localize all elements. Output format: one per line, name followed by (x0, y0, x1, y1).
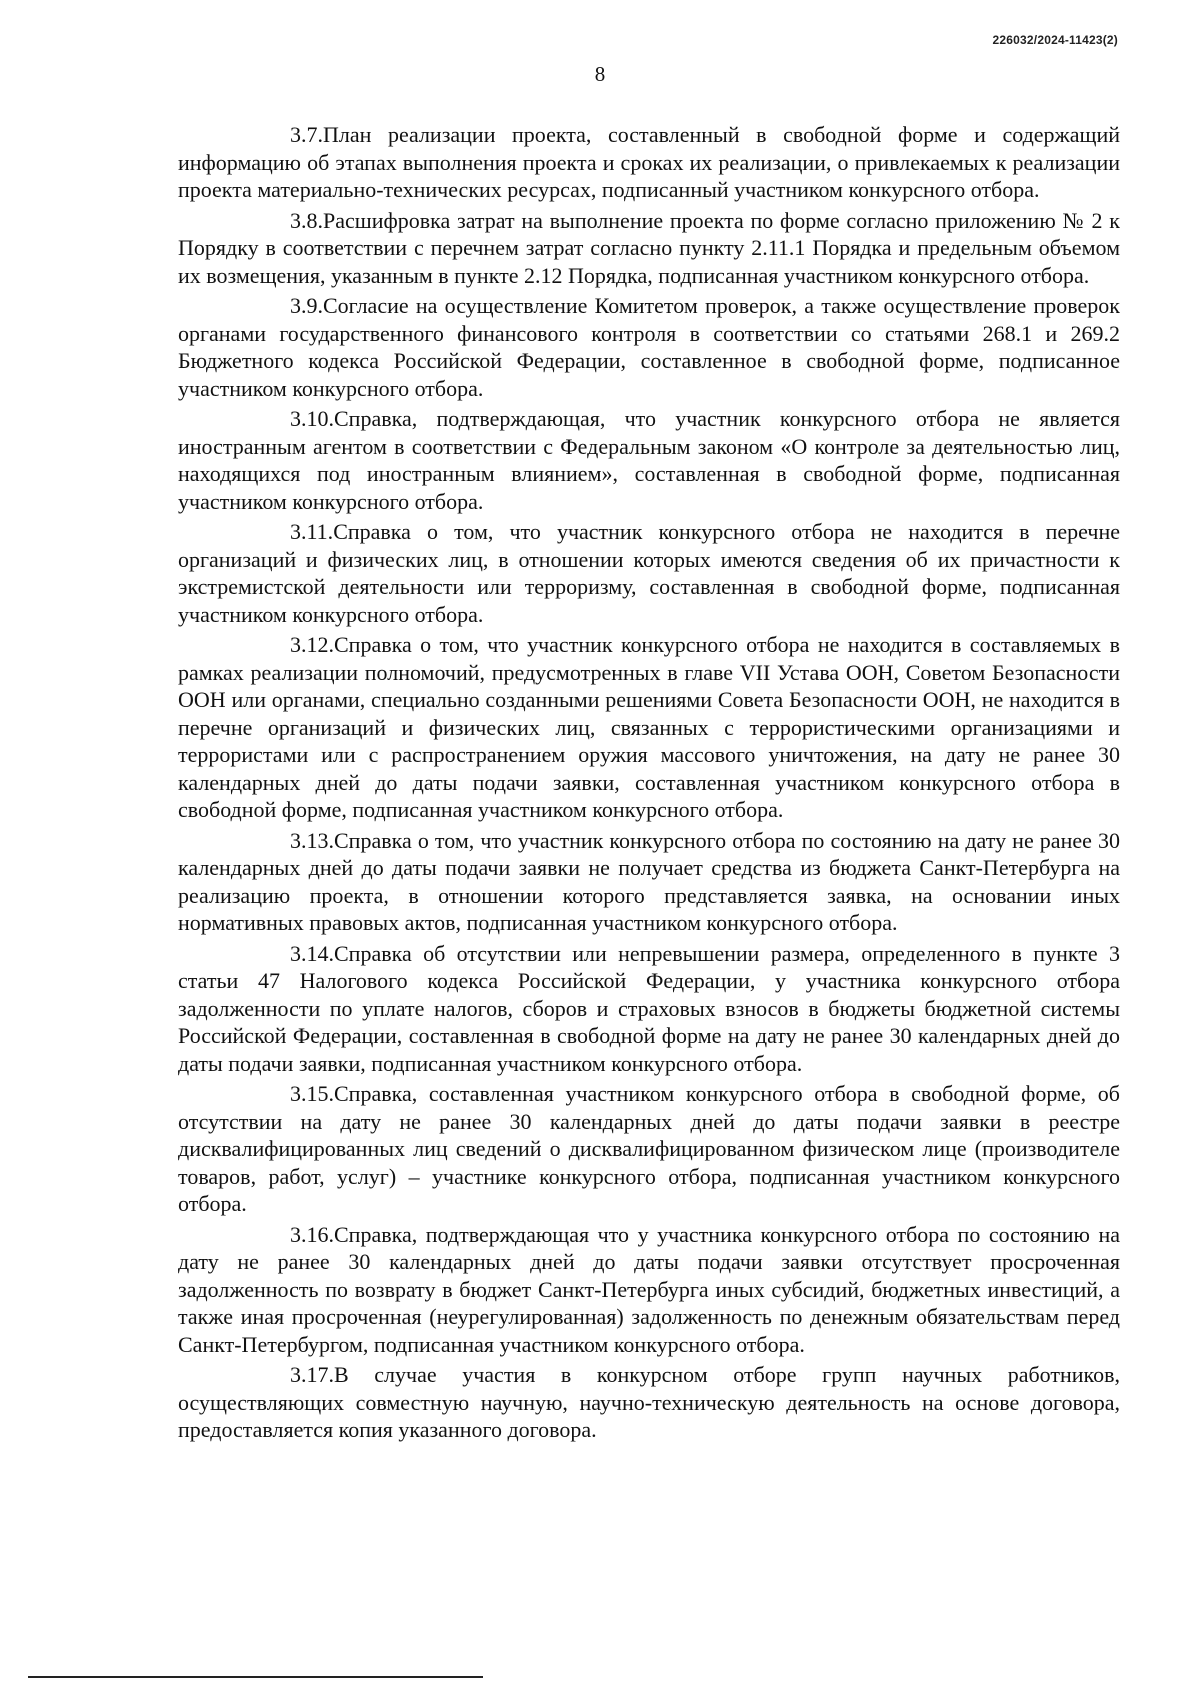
page-number: 8 (594, 62, 606, 86)
paragraph-3-14 (178, 940, 1120, 1078)
paragraph-3-12 (178, 631, 1120, 824)
paragraph-number: 3.15. (290, 1081, 334, 1106)
paragraph-number: 3.7. (290, 122, 323, 147)
paragraph-3-8 (178, 207, 1120, 290)
paragraph-text: В случае участия в конкурсном отборе групп научных работников, осуществляющих совместную научную, научно-техническую деятельность на основе договора, предоставляется копия указанного договора. (178, 1362, 1120, 1442)
document-body (178, 121, 1120, 1447)
paragraph-text: Справка о том, что участник конкурсного отбора не находится в составляемых в рамках реализации полномочий, предусмотренных в главе VII Устава ООН, Советом Безопасности ООН или органами, специально созданными решениями Совета Безопасности ООН, не находится в перечне организаций и физических лиц, связанных с террористическими организациями и террористами или с распространением оружия массового уничтожения, на дату не ранее 30 календарных дней до даты подачи заявки, составленная участником конкурсного отбора в свободной форме, подписанная участником конкурсного отбора. (178, 632, 1120, 822)
paragraph-number: 3.17. (290, 1362, 334, 1387)
paragraph-3-11 (178, 518, 1120, 628)
paragraph-number: 3.16. (290, 1221, 334, 1247)
paragraph-text: Справка, подтверждающая, что участник конкурсного отбора не является иностранным агентом в соответствии с Федеральным законом «О контроле за деятельностью лиц, находящихся под иностранным влиянием», составленная в свободной форме, подписанная участником конкурсного отбора. (178, 406, 1120, 514)
paragraph-number: 3.8. (290, 207, 323, 233)
page-bottom-divider (28, 1676, 483, 1678)
paragraph-text: План реализации проекта, составленный в свободной форме и содержащий информацию об этапах выполнения проекта и сроках их реализации, о привлекаемых к реализации проекта материально-технических ресурсах, подписанный участником конкурсного отбора. (178, 122, 1120, 202)
paragraph-text: Согласие на осуществление Комитетом проверок, а также осуществление проверок органами государственного финансового контроля в соответствии со статьями 268.1 и 269.2 Бюджетного кодекса Российской Федерации, составленное в свободной форме, подписанное участником конкурсного отбора. (178, 293, 1120, 401)
paragraph-number: 3.13. (290, 827, 334, 853)
paragraph-3-9 (178, 292, 1120, 402)
paragraph-number: 3.12. (290, 632, 334, 657)
paragraph-number: 3.14. (290, 940, 334, 966)
paragraph-number: 3.9. (290, 293, 323, 318)
paragraph-number: 3.11. (290, 519, 334, 544)
paragraph-text: Справка, подтверждающая что у участника конкурсного отбора по состоянию на дату не ранее 30 календарных дней до даты подачи заявки отсутствует просроченная задолженность по возврату в бюджет Санкт-Петербурга иных субсидий, бюджетных инвестиций, а также иная просроченная (неурегулированная) задолженность по денежным обязательствам перед Санкт-Петербургом, подписанная участником конкурсного отбора. (178, 1221, 1120, 1357)
paragraph-3-17 (178, 1361, 1120, 1444)
paragraph-text: Справка о том, что участник конкурсного отбора не находится в перечне организаций и физических лиц, в отношении которых имеются сведения об их причастности к экстремистской деятельности или терроризму, составленная в свободной форме, подписанная участником конкурсного отбора. (178, 519, 1120, 627)
document-id: 226032/2024-11423(2) (992, 33, 1118, 47)
paragraph-number: 3.10. (290, 406, 334, 431)
paragraph-text: Расшифровка затрат на выполнение проекта по форме согласно приложению № 2 к Порядку в соответствии с перечнем затрат согласно пункту 2.11.1 Порядка и предельным объемом их возмещения, указанным в пункте 2.12 Порядка, подписанная участником конкурсного отбора. (178, 207, 1120, 288)
paragraph-text: Справка о том, что участник конкурсного отбора по состоянию на дату не ранее 30 календарных дней до даты подачи заявки не получает средства из бюджета Санкт-Петербурга на реализацию проекта, в отношении которого представляется заявка, на основании иных нормативных правовых актов, подписанная участником конкурсного отбора. (178, 827, 1120, 935)
paragraph-3-13 (178, 827, 1120, 937)
paragraph-3-10 (178, 405, 1120, 515)
paragraph-3-7 (178, 121, 1120, 204)
paragraph-3-16 (178, 1221, 1120, 1359)
paragraph-3-15 (178, 1080, 1120, 1218)
paragraph-text: Справка об отсутствии или непревышении размера, определенного в пункте 3 статьи 47 Налогового кодекса Российской Федерации, у участника конкурсного отбора задолженности по уплате налогов, сборов и страховых взносов в бюджеты бюджетной системы Российской Федерации, составленная в свободной форме на дату не ранее 30 календарных дней до даты подачи заявки, подписанная участником конкурсного отбора. (178, 940, 1120, 1076)
paragraph-text: Справка, составленная участником конкурсного отбора в свободной форме, об отсутствии на дату не ранее 30 календарных дней до даты подачи заявки в реестре дисквалифицированных лиц сведений о дисквалифицированном физическом лице (производителе товаров, работ, услуг) – участнике конкурсного отбора, подписанная участником конкурсного отбора. (178, 1081, 1120, 1216)
